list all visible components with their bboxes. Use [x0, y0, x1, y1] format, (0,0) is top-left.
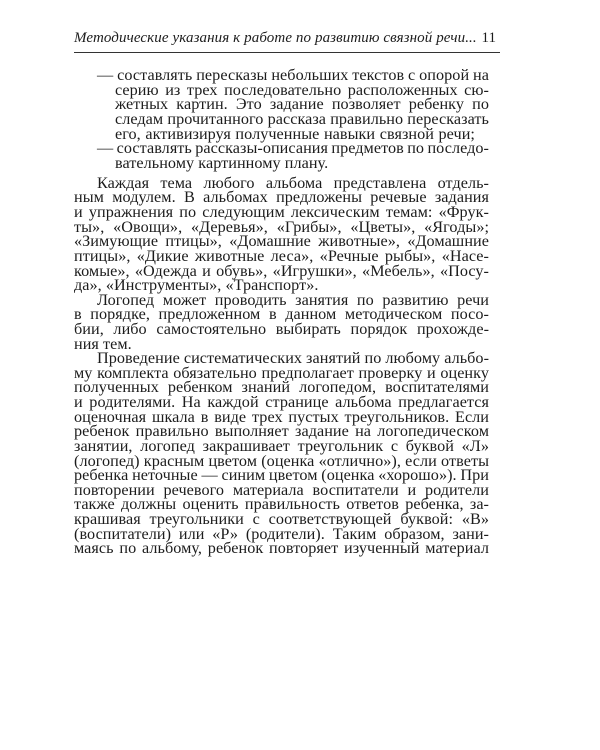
text-line: ребенок правильно выполняет задание на логопедическом [74, 422, 489, 441]
text-line: крашивая треугольники с соответствующей буквой: «В» [74, 509, 490, 528]
page-number: 11 [481, 30, 496, 46]
text-line: также должны оценить правильность ответов ребенка, за- [74, 495, 490, 514]
text-line: (логопед) красным цветом (оценка «отлично»), если ответы [74, 451, 489, 470]
text-line: занятии, логопед закрашивает треугольник с буквой «Л» [74, 436, 489, 455]
running-header [74, 30, 500, 53]
text-line: следам прочитанного рассказа правильно пересказать [115, 109, 489, 128]
text-line: «Зимующие птицы», «Домашние животные», «Домашние [74, 232, 489, 251]
text-line: Проведение систематических занятий по любому альбо- [97, 349, 490, 368]
text-line: вательному картинному плану. [115, 153, 329, 172]
text-line: — составлять пересказы небольших текстов с опорой на [97, 66, 489, 84]
text-line: и родителями. На каждой странице альбома предлагается [74, 393, 489, 411]
text-line: ным модулем. В альбомах предложены речевые задания [74, 188, 489, 207]
text-line: — составлять рассказы-описания предметов по последо- [97, 139, 489, 158]
text-line: Каждая тема любого альбома представлена отдель- [97, 173, 489, 192]
text-line: да», «Инструменты», «Транспорт». [74, 276, 319, 295]
running-title: Методические указания к работе по развитию связной речи... [74, 30, 477, 46]
text-line: в порядке, предложенном в данном методическом посо- [74, 305, 489, 324]
text-line: (воспитатели) или «Р» (родители). Таким образом, зани- [74, 524, 490, 543]
text-line: серию из трех последовательно расположенных сю- [115, 80, 489, 99]
text-line: Логопед может проводить занятия по развитию речи [97, 290, 490, 309]
text-line: оценочная шкала в виде трех пустых треугольников. Если [74, 407, 490, 426]
text-line: птицы», «Дикие животные леса», «Речные рыбы», «Насе- [74, 246, 489, 265]
text-line: и упражнения по следующим лексическим темам: «Фрук- [74, 203, 489, 221]
text-line: му комплекта обязательно предполагает проверку и оценку [74, 363, 489, 382]
text-line: маясь по альбому, ребенок повторяет изученный материал [74, 539, 490, 558]
text-line: полученных ребенком знаний логопедом, воспитателями [74, 378, 489, 397]
text-line: ты», «Овощи», «Деревья», «Грибы», «Цветы», «Ягоды»; [74, 217, 490, 236]
text-line: жетных картин. Это задание позволяет ребенку по [115, 95, 489, 114]
text-line: его, активизируя полученные навыки связной речи; [115, 124, 475, 143]
text-line: бии, либо самостоятельно выбирать порядок прохожде- [74, 319, 490, 338]
text-line: ребенка неточные — синим цветом (оценка «хорошо»). При [74, 466, 489, 485]
text-line: комые», «Одежда и обувь», «Игрушки», «Мебель», «Посу- [74, 261, 489, 280]
text-line: повторении речевого материала воспитатели и родители [74, 480, 489, 499]
text-line: ния тем. [74, 334, 132, 353]
